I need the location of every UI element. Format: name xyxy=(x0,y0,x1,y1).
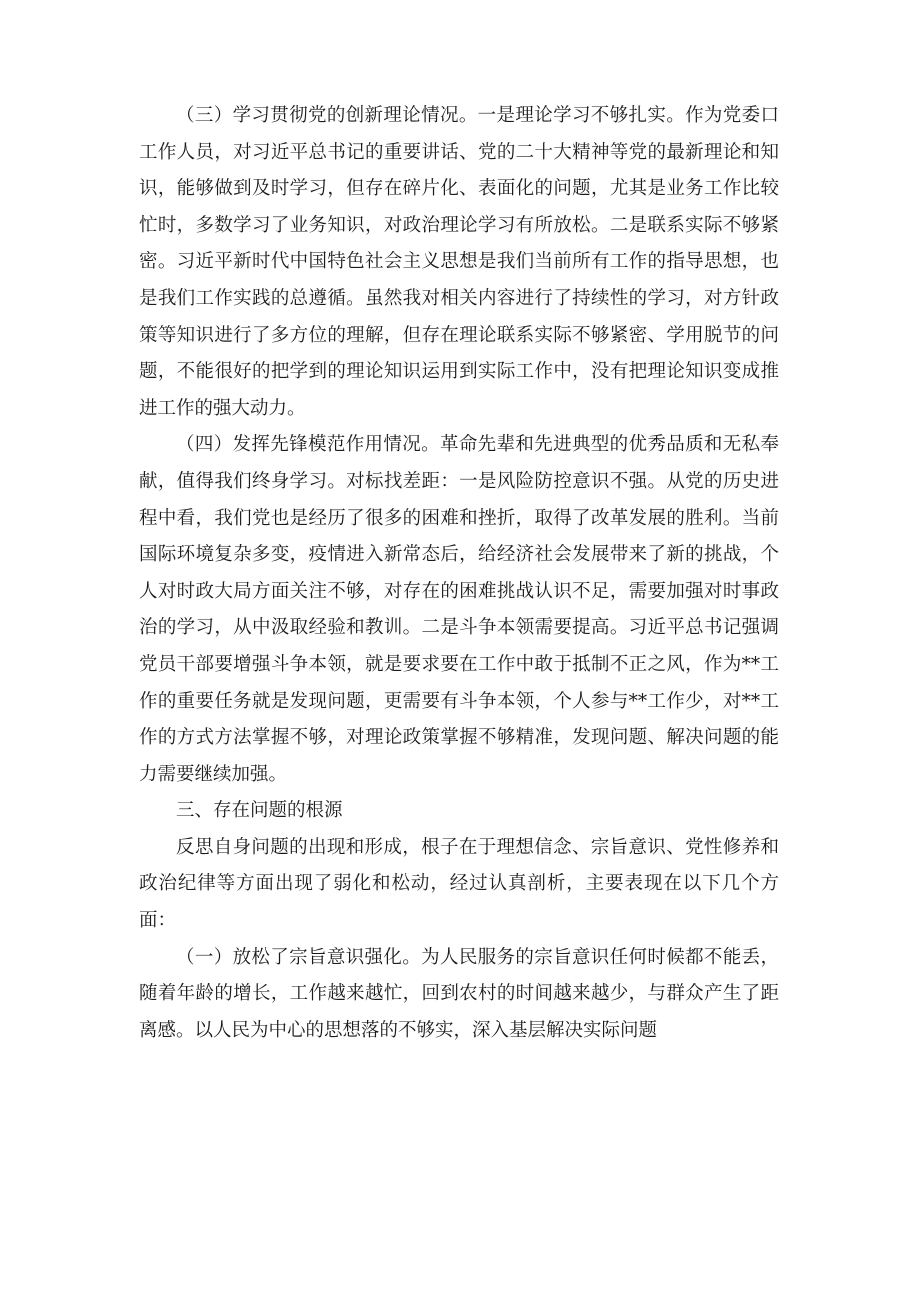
section-heading-problem-roots: 三、存在问题的根源 xyxy=(176,800,343,822)
paragraph-purpose-awareness: （一）放松了宗旨意识强化。为人民服务的宗旨意识任何时候都不能丢，随着年龄的增长，工作越来越忙，回到农村的时间越来越少，与群众产生了距离感。以人民为中心的思想落的不够实，深入基层解决实际问题 xyxy=(139,946,779,1041)
paragraph-vanguard-role: （四）发挥先锋模范作用情况。革命先辈和先进典型的优秀品质和无私奉献，值得我们终身学习。对标找差距：一是风险防控意识不强。从党的历史进程中看，我们党也是经历了很多的困难和挫折，取得了改革发展的胜利。当前国际环境复杂多变，疫情进入新常态后，给经济社会发展带来了新的挑战，个人对时政大局方面关注不够，对存在的困难挑战认识不足，需要加强对时事政治的学习，从中汲取经验和教训。二是斗争本领需要提高。习近平总书记强调党员干部要增强斗争本领，就是要求要在工作中敢于抵制不正之风，作为**工作的重要任务就是发现问题，更需要有斗争本领，个人参与**工作少，对**工作的方式方法掌握不够，对理论政策掌握不够精准，发现问题、解决问题的能力需要继续加强。 xyxy=(139,434,779,785)
paragraph-self-reflection: 反思自身问题的出现和形成，根子在于理想信念、宗旨意识、党性修养和政治纪律等方面出现了弱化和松动，经过认真剖析，主要表现在以下几个方面： xyxy=(139,836,779,932)
document-page xyxy=(139,98,779,1049)
paragraph-study-innovation-theory: （三）学习贯彻党的创新理论情况。一是理论学习不够扎实。作为党委口工作人员，对习近平总书记的重要讲话、党的二十大精神等党的最新理论和知识，能够做到及时学习，但存在碎片化、表面化的问题，尤其是业务工作比较忙时，多数学习了业务知识，对政治理论学习有所放松。二是联系实际不够紧密。习近平新时代中国特色社会主义思想是我们当前所有工作的指导思想，也是我们工作实践的总遵循。虽然我对相关内容进行了持续性的学习，对方针政策等知识进行了多方位的理解，但存在理论联系实际不够紧密、学用脱节的问题，不能很好的把学到的理论知识运用到实际工作中，没有把理论知识变成推进工作的强大动力。 xyxy=(139,105,779,419)
